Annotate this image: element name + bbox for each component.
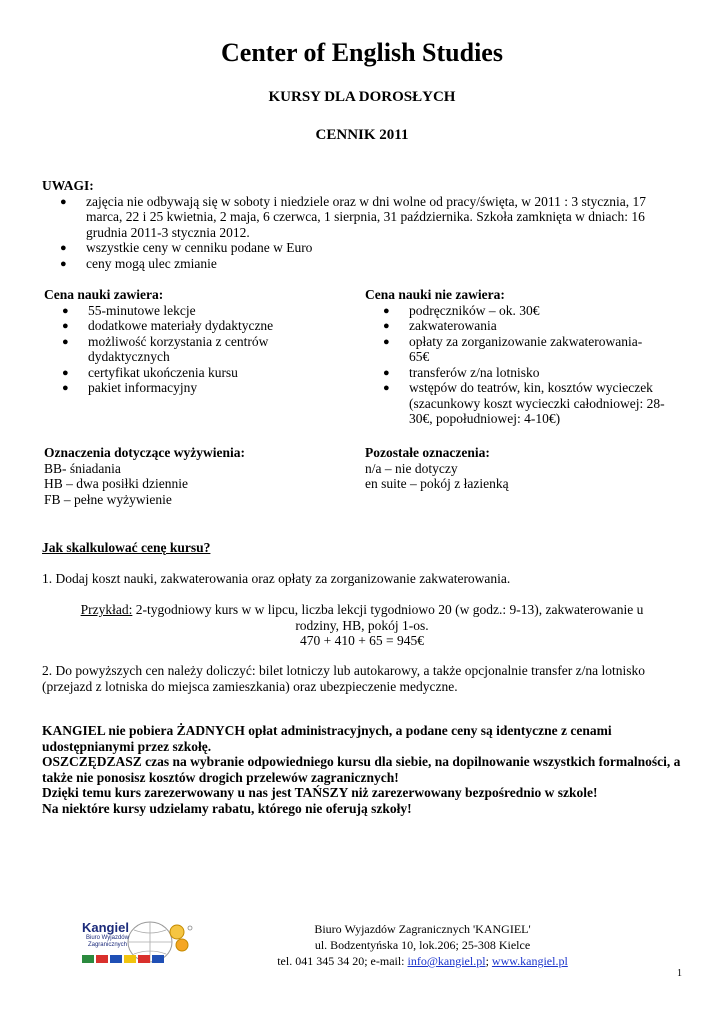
- promo-paragraph: Na niektóre kursy udzielamy rabatu, którego nie oferują szkoły!: [42, 800, 412, 816]
- footer-line-3: [240, 953, 605, 969]
- includes-heading: Cena nauki zawiera:: [44, 287, 164, 302]
- notes-section: [42, 178, 682, 271]
- calc-heading: Jak skalkulować cenę kursu?: [42, 540, 211, 555]
- meals-line: HB – dwa posiłki dziennie: [44, 476, 188, 491]
- list-item: ● opłaty za zorganizowanie zakwaterowania- 65€: [409, 334, 665, 365]
- pricelist-heading: CENNIK 2011: [315, 127, 409, 143]
- footer-line-2: ul. Bodzentyńska 10, lok.206; 25-308 Kielce: [314, 938, 531, 952]
- list-item: ● możliwość korzystania z centrów dydaktycznych: [88, 334, 304, 365]
- example-line-3: 470 + 410 + 65 = 945€: [299, 633, 425, 648]
- calc-example: [42, 602, 682, 649]
- includes-section: [44, 287, 304, 396]
- list-item: ● pakiet informacyjny: [88, 380, 304, 396]
- footer-separator: ;: [485, 954, 492, 968]
- notes-list: [42, 194, 682, 272]
- meals-heading: Oznaczenia dotyczące wyżywienia:: [44, 445, 245, 460]
- list-item: ● ceny mogą ulec zmianie: [86, 256, 682, 272]
- meals-line: BB- śniadania: [44, 460, 121, 476]
- kangiel-logo: [80, 918, 200, 966]
- list-item: ● 55-minutowe lekcje: [88, 303, 304, 319]
- email-link[interactable]: info@kangiel.pl: [407, 954, 486, 968]
- list-item: ● podręczników – ok. 30€: [409, 303, 665, 319]
- other-heading: Pozostałe oznaczenia:: [365, 445, 490, 460]
- example-line-2: rodziny, HB, pokój 1-os.: [295, 617, 429, 633]
- excludes-list: [365, 303, 665, 427]
- example-label: Przykład:: [80, 602, 133, 617]
- list-item: ● certyfikat ukończenia kursu: [88, 365, 304, 381]
- list-item: ● wszystkie ceny w cenniku podane w Euro: [86, 240, 682, 256]
- promo-paragraph: Dzięki temu kurs zarezerwowany u nas jest TAŃSZY niż zarezerwowany bezpośrednio w szkole!: [42, 785, 598, 800]
- logo-sub-2: Zagranicznych: [87, 942, 127, 948]
- excludes-heading: Cena nauki nie zawiera:: [365, 287, 505, 302]
- footer-contact: tel. 041 345 34 20; e-mail:: [277, 954, 408, 968]
- excludes-section: [365, 287, 665, 427]
- page-title: Center of English Studies: [221, 38, 503, 67]
- example-line-1: [42, 602, 682, 618]
- promo-section: [42, 723, 682, 816]
- list-item: ● dodatkowe materiały dydaktyczne: [88, 318, 304, 334]
- logo-name: Kangiel: [82, 920, 129, 935]
- meals-section: [44, 445, 344, 507]
- page-number: 1: [677, 968, 682, 979]
- website-link[interactable]: www.kangiel.pl: [491, 954, 568, 968]
- list-item: ● transferów z/na lotnisko: [409, 365, 665, 381]
- promo-paragraph: OSZCZĘDZASZ czas na wybranie odpowiedniego kursu dla siebie, na dopilnowanie wszystkich formalności, a także nie ponosisz kosztów drogich przelewów zagranicznych!: [42, 754, 681, 785]
- list-item: ● zajęcia nie odbywają się w soboty i niedziele oraz w dni wolne od pracy/święta, w 2011 : 3 stycznia, 17 marca, 22 i 25 kwietnia, 2 maja, 6 czerwca, 1 sierpnia, 31 października. Szkoła zamknięta w dniach: 16 grudnia 2011-3 stycznia 2012.: [86, 194, 682, 241]
- other-line: n/a – nie dotyczy: [365, 460, 458, 476]
- example-text: 2-tygodniowy kurs w w lipcu, liczba lekcji tygodniowo 20 (w godz.: 9-13), zakwaterowanie u: [135, 602, 644, 617]
- calc-step2: 2. Do powyższych cen należy doliczyć: bilet lotniczy lub autokarowy, a także opcjonalnie transfer z/na lotnisko (przejazd z lotniska do miejsca zamieszkania) oraz ubezpieczenie medyczne.: [42, 663, 646, 694]
- footer-line-1: Biuro Wyjazdów Zagranicznych 'KANGIEL': [314, 922, 531, 936]
- includes-list: [44, 303, 304, 396]
- list-item: ● wstępów do teatrów, kin, kosztów wycieczek (szacunkowy koszt wycieczki całodniowej: 28-30€, popołudniowej: 4-10€): [409, 380, 665, 427]
- calc-step1: 1. Dodaj koszt nauki, zakwaterowania oraz opłaty za zorganizowanie zakwaterowania.: [42, 571, 511, 586]
- notes-heading: UWAGI:: [42, 178, 94, 193]
- meals-line: FB – pełne wyżywienie: [44, 491, 172, 507]
- promo-paragraph: KANGIEL nie pobiera ŻADNYCH opłat administracyjnych, a podane ceny są identyczne z cenami udostępnianymi przez szkołę.: [42, 723, 612, 754]
- page-subtitle: KURSY DLA DOROSŁYCH: [268, 89, 456, 105]
- other-line: en suite – pokój z łazienką: [365, 476, 509, 491]
- other-section: [365, 445, 665, 492]
- logo-tagline: [86, 935, 129, 949]
- footer-address: [240, 921, 605, 969]
- list-item: ● zakwaterowania: [409, 318, 665, 334]
- logo-sub-1: Biuro Wyjazdów: [86, 935, 129, 941]
